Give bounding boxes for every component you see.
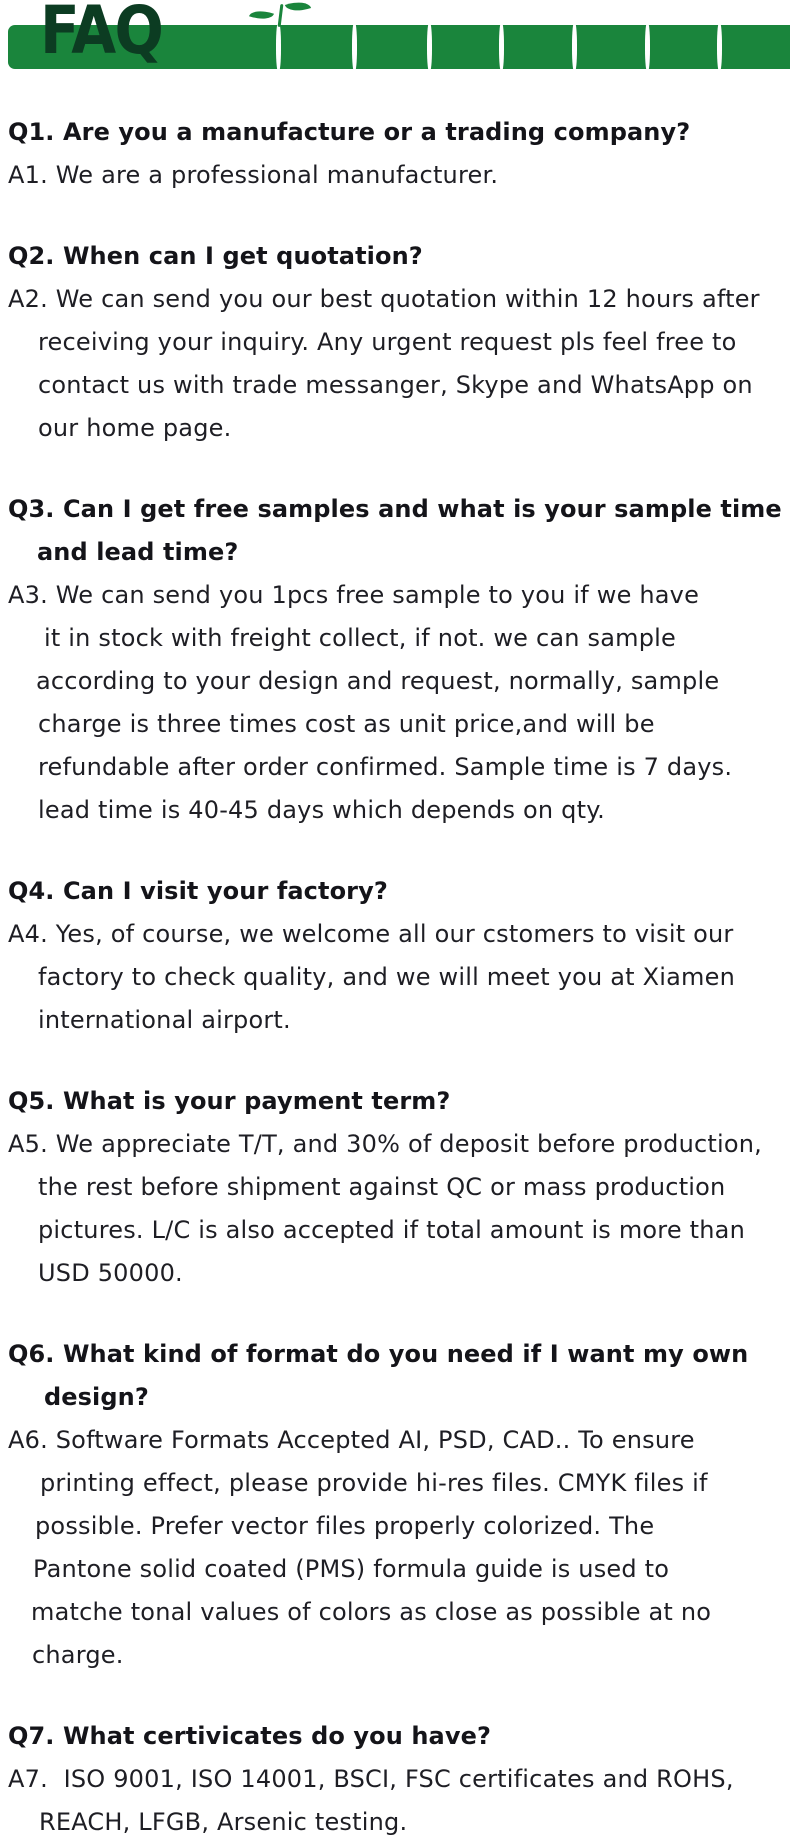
answer-line: contact us with trade messanger, Skype and WhatsApp on xyxy=(38,371,753,399)
bamboo-node-gap xyxy=(572,22,577,72)
faq-question xyxy=(8,235,790,278)
answer-line: USD 50000. xyxy=(38,1259,183,1287)
answer-line: our home page. xyxy=(38,414,232,442)
question-line: Q7. What certivicates do you have? xyxy=(8,1722,492,1750)
bamboo-node-gap xyxy=(352,22,357,72)
faq-answer xyxy=(8,913,790,1042)
faq-answer xyxy=(8,154,790,197)
question-line: and lead time? xyxy=(37,538,239,566)
bamboo-leaf-right xyxy=(285,0,311,15)
answer-line: printing effect, please provide hi-res files. CMYK files if xyxy=(40,1469,708,1497)
answer-line: Pantone solid coated (PMS) formula guide is used to xyxy=(33,1555,670,1583)
answer-line: receiving your inquiry. Any urgent request pls feel free to xyxy=(38,328,737,356)
answer-line: according to your design and request, normally, sample xyxy=(36,667,720,695)
bamboo-leaf-stem xyxy=(278,4,284,27)
faq-question xyxy=(8,111,790,154)
bamboo-node-gap xyxy=(717,22,722,72)
answer-line: pictures. L/C is also accepted if total amount is more than xyxy=(38,1216,745,1244)
bamboo-leaf-left xyxy=(249,7,274,24)
answer-line: possible. Prefer vector files properly colorized. The xyxy=(35,1512,655,1540)
answer-line: refundable after order confirmed. Sample time is 7 days. xyxy=(38,753,733,781)
answer-line: lead time is 40-45 days which depends on qty. xyxy=(38,796,605,824)
question-line: Q2. When can I get quotation? xyxy=(8,242,423,270)
bamboo-node-gap xyxy=(645,22,650,72)
answer-line: A3. We can send you 1pcs free sample to you if we have xyxy=(8,581,700,609)
faq-answer xyxy=(8,1123,790,1295)
bamboo-node-gap xyxy=(427,22,432,72)
answer-line: A2. We can send you our best quotation within 12 hours after xyxy=(8,285,760,313)
question-line: Q5. What is your payment term? xyxy=(8,1087,451,1115)
faq-item xyxy=(8,111,790,197)
faq-question xyxy=(8,1715,790,1758)
question-line: design? xyxy=(44,1383,149,1411)
answer-line: A1. We are a professional manufacturer. xyxy=(8,161,499,189)
faq-answer xyxy=(8,574,790,832)
bamboo-node-gap xyxy=(499,22,504,72)
answer-line: matche tonal values of colors as close as possible at no xyxy=(31,1598,712,1626)
answer-line: charge. xyxy=(32,1641,124,1669)
faq-answer xyxy=(8,1419,790,1677)
faq-header xyxy=(0,0,790,69)
answer-line: international airport. xyxy=(38,1006,291,1034)
bamboo-leaf-icon xyxy=(248,0,312,30)
answer-line: A7. ISO 9001, ISO 14001, BSCI, FSC certificates and ROHS, xyxy=(8,1765,734,1793)
page-title: FAQ xyxy=(40,0,163,69)
faq-question xyxy=(8,1333,790,1419)
answer-line: A4. Yes, of course, we welcome all our cstomers to visit our xyxy=(8,920,734,948)
faq-item xyxy=(8,235,790,450)
question-line: Q1. Are you a manufacture or a trading company? xyxy=(8,118,691,146)
answer-line: A6. Software Formats Accepted AI, PSD, CAD.. To ensure xyxy=(8,1426,695,1454)
faq-question xyxy=(8,870,790,913)
answer-line: factory to check quality, and we will meet you at Xiamen xyxy=(38,963,735,991)
answer-line: the rest before shipment against QC or mass production xyxy=(38,1173,726,1201)
faq-answer xyxy=(8,1758,790,1841)
faq-item xyxy=(8,870,790,1042)
faq-item xyxy=(8,1715,790,1841)
answer-line: charge is three times cost as unit price,and will be xyxy=(38,710,655,738)
answer-line: REACH, LFGB, Arsenic testing. xyxy=(39,1808,408,1836)
faq-item xyxy=(8,488,790,832)
faq-item xyxy=(8,1080,790,1295)
question-line: Q4. Can I visit your factory? xyxy=(8,877,388,905)
faq-question xyxy=(8,488,790,574)
question-line: Q3. Can I get free samples and what is your sample time xyxy=(8,495,782,523)
question-line: Q6. What kind of format do you need if I want my own xyxy=(8,1340,749,1368)
faq-answer xyxy=(8,278,790,450)
faq-question xyxy=(8,1080,790,1123)
faq-list xyxy=(0,69,790,1841)
answer-line: it in stock with freight collect, if not. we can sample xyxy=(44,624,676,652)
faq-item xyxy=(8,1333,790,1677)
answer-line: A5. We appreciate T/T, and 30% of deposit before production, xyxy=(8,1130,762,1158)
